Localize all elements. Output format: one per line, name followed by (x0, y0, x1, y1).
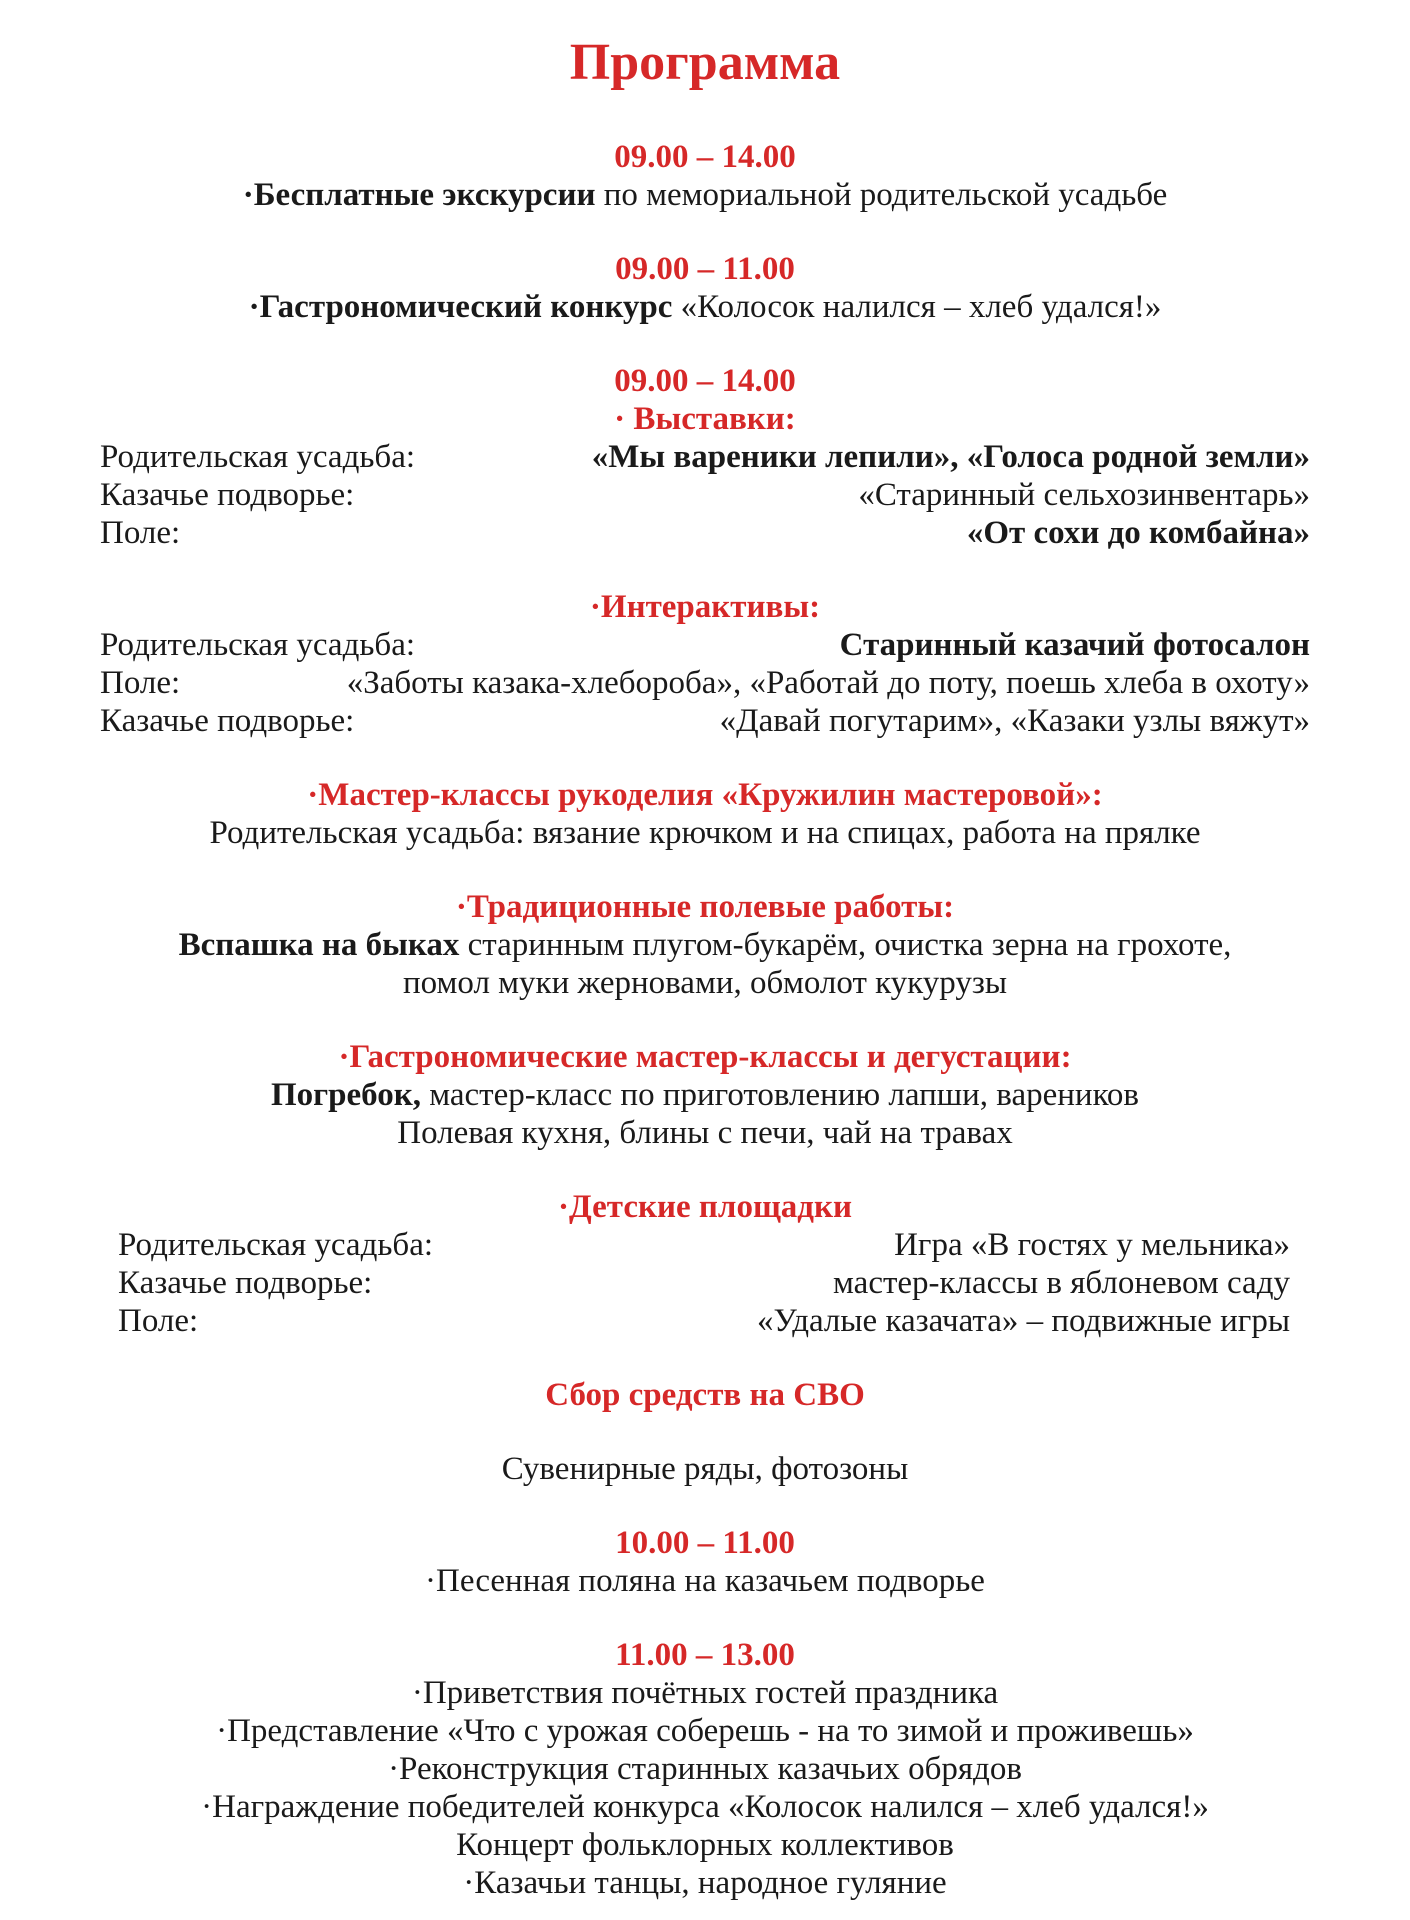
row-value: «Мы вареники лепили», «Голоса родной земли» (591, 439, 1310, 475)
event-contest (0, 288, 1410, 326)
field-work-line-2: помол муки жерновами, обмолот кукурузы (402, 965, 1008, 1001)
song-meadow-line: ·Песенная поляна на казачьем подворье (425, 1563, 985, 1599)
event-contest-rest: «Колосок налился – хлеб удался!» (672, 289, 1162, 325)
event-contest-bold: ·Гастрономический конкурс (248, 289, 673, 325)
heading-fundraising: Сбор средств на СВО (545, 1377, 865, 1413)
row-value: «Заботы казака-хлебороба», «Работай до поту, поешь хлеба в охоту» (346, 665, 1310, 701)
row-value: мастер-классы в яблоневом саду (833, 1265, 1290, 1301)
heading-gastro: ·Гастрономические мастер-классы и дегустации: (338, 1039, 1072, 1075)
gastro-rest: мастер-класс по приготовлению лапши, вареников (420, 1077, 1140, 1113)
row-value: «Старинный сельхозинвентарь» (858, 477, 1310, 513)
heading-crafts: ·Мастер-классы рукоделия «Кружилин мастеровой»: (307, 777, 1103, 813)
crafts-line: Родительская усадьба: вязание крючком и на спицах, работа на прялке (209, 815, 1201, 851)
row-label: Родительская усадьба: (118, 1227, 434, 1263)
gastro-line (0, 1076, 1410, 1114)
ceremony-line: ·Казачьи танцы, народное гуляние (463, 1865, 947, 1901)
ceremony-line: ·Представление «Что с урожая соберешь - на то зимой и проживешь» (216, 1713, 1194, 1749)
row-label: Казачье подворье: (100, 703, 355, 739)
ceremony-line: ·Приветствия почётных гостей праздника (411, 1675, 999, 1711)
time-1: 09.00 – 14.00 (614, 139, 796, 175)
field-work-bold: Вспашка на быках (178, 927, 460, 963)
gastro-line-2: Полевая кухня, блины с печи, чай на травах (397, 1115, 1013, 1151)
row-value: «От сохи до комбайна» (966, 515, 1310, 551)
row-value: Старинный казачий фотосалон (839, 627, 1310, 663)
row-label: Родительская усадьба: (100, 627, 416, 663)
heading-exhibitions: · Выставки: (614, 401, 796, 437)
field-work-rest: старинным плугом-букарём, очистка зерна на грохоте, (459, 927, 1232, 963)
event-excursions (0, 176, 1410, 214)
row-value: Игра «В гостях у мельника» (894, 1227, 1290, 1263)
gastro-bold: Погребок, (270, 1077, 421, 1113)
time-5: 11.00 – 13.00 (615, 1637, 795, 1673)
row-label: Поле: (118, 1303, 199, 1339)
page-title: Программа (569, 34, 841, 91)
row-value: «Давай погутарим», «Казаки узлы вяжут» (719, 703, 1310, 739)
row-value: «Удалые казачата» – подвижные игры (756, 1303, 1290, 1339)
row-label: Родительская усадьба: (100, 439, 416, 475)
row-label: Поле: (100, 665, 181, 701)
heading-interactives: ·Интерактивы: (589, 589, 821, 625)
field-work-line (0, 926, 1410, 964)
heading-field-work: ·Традиционные полевые работы: (455, 889, 955, 925)
row-label: Поле: (100, 515, 181, 551)
heading-kids: ·Детские площадки (557, 1189, 853, 1225)
time-2: 09.00 – 11.00 (615, 251, 795, 287)
row-label: Казачье подворье: (118, 1265, 373, 1301)
time-4: 10.00 – 11.00 (615, 1525, 795, 1561)
souvenirs-line: Сувенирные ряды, фотозоны (501, 1451, 909, 1487)
time-3: 09.00 – 14.00 (614, 363, 796, 399)
ceremony-line: ·Реконструкция старинных казачьих обрядов (388, 1751, 1022, 1787)
row-label: Казачье подворье: (100, 477, 355, 513)
ceremony-line: ·Награждение победителей конкурса «Колосок налился – хлеб удался!» (201, 1789, 1209, 1825)
event-excursions-rest: по мемориальной родительской усадьбе (595, 177, 1168, 213)
ceremony-line: Концерт фольклорных коллективов (456, 1827, 954, 1863)
event-excursions-bold: ·Бесплатные экскурсии (242, 177, 596, 213)
